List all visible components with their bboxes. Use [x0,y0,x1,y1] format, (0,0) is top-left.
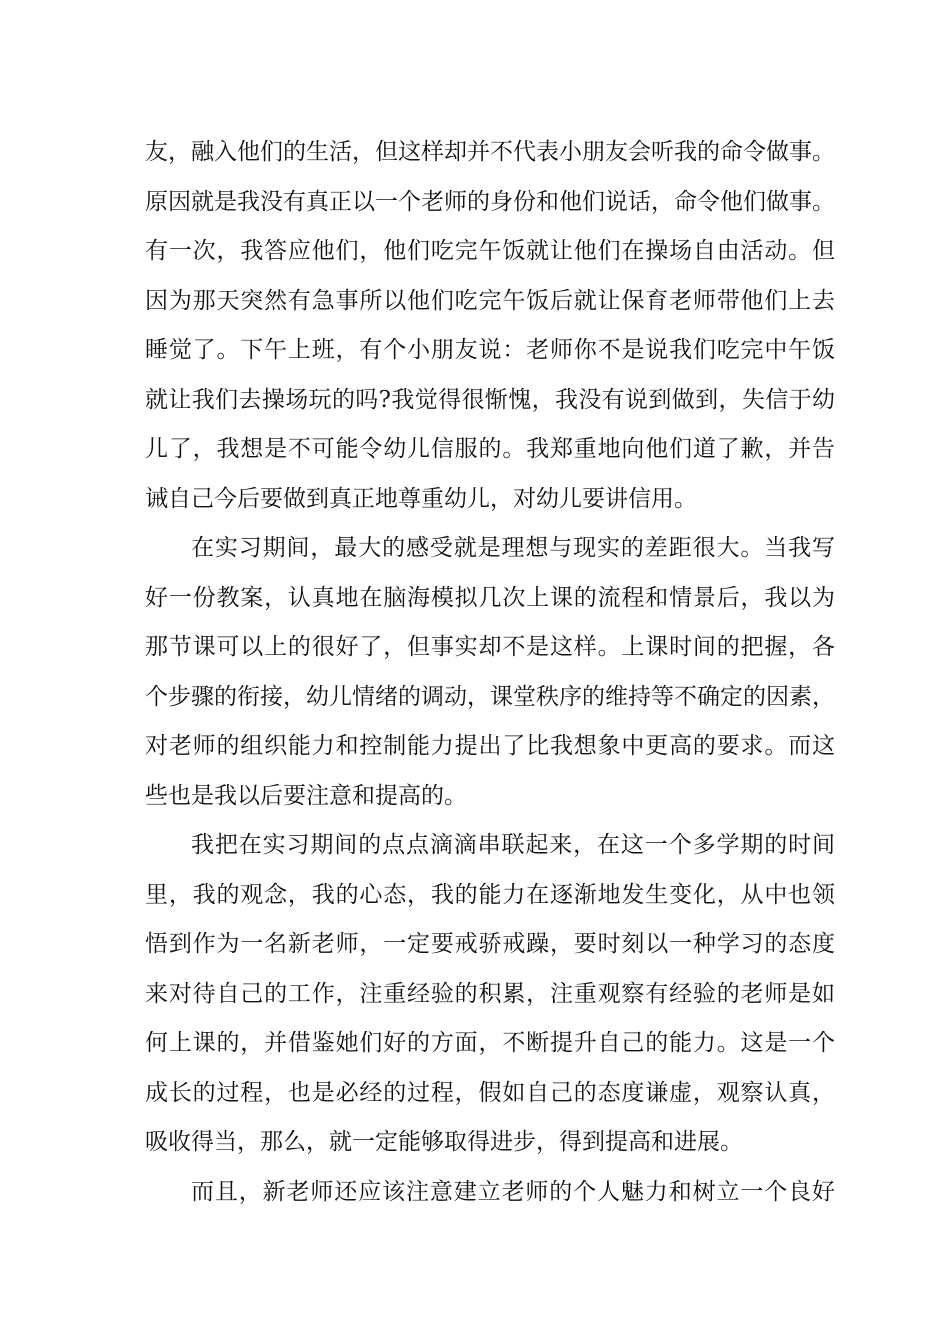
paragraph-first-line: 我把在实习期间的点点滴滴串联起来，在这一个多学期的时间 [191,832,835,858]
text-line: 对老师的组织能力和控制能力提出了比我想象中更高的要求。而这 [145,733,835,759]
text-line: 儿了，我想是不可能令幼儿信服的。我郑重地向他们道了歉，并告 [145,436,835,462]
text-line: 悟到作为一名新老师，一定要戒骄戒躁，要时刻以一种学习的态度 [145,931,835,957]
text-line: 友，融入他们的生活，但这样却并不代表小朋友会听我的命令做事。 [145,139,835,165]
text-line: 来对待自己的工作，注重经验的积累，注重观察有经验的老师是如 [145,980,835,1007]
paragraph-first-line: 在实习期间，最大的感受就是理想与现实的差距很大。当我写 [191,535,835,561]
paragraph-first-line: 而且，新老师还应该注意建立老师的个人魅力和树立一个良好 [191,1178,835,1205]
text-line: 原因就是我没有真正以一个老师的身份和他们说话，命令他们做事。 [145,188,835,215]
text-line: 成长的过程，也是必经的过程，假如自己的态度谦虚，观察认真， [145,1079,835,1106]
text-line: 些也是我以后要注意和提高的。 [145,782,467,809]
text-line: 睡觉了。下午上班，有个小朋友说：老师你不是说我们吃完中午饭 [145,337,835,363]
text-line: 何上课的，并借鉴她们好的方面，不断提升自己的能力。这是一个 [145,1030,835,1056]
text-line: 有一次，我答应他们，他们吃完午饭就让他们在操场自由活动。但 [145,238,835,264]
body-text [145,128,835,1217]
text-line: 好一份教案，认真地在脑海模拟几次上课的流程和情景后，我以为 [145,584,835,611]
text-line: 里，我的观念，我的心态，我的能力在逐渐地发生变化，从中也领 [145,881,835,908]
text-line: 因为那天突然有急事所以他们吃完午饭后就让保育老师带他们上去 [145,287,835,314]
text-line: 就让我们去操场玩的吗?我觉得很惭愧，我没有说到做到，失信于幼 [145,386,835,413]
text-line: 个步骤的衔接，幼儿情绪的调动，课堂秩序的维持等不确定的因素， [145,683,835,710]
text-line: 吸收得当，那么，就一定能够取得进步，得到提高和进展。 [145,1129,743,1155]
text-line: 那节课可以上的很好了，但事实却不是这样。上课时间的把握，各 [145,634,835,660]
text-line: 诫自己今后要做到真正地尊重幼儿，对幼儿要讲信用。 [145,485,697,512]
